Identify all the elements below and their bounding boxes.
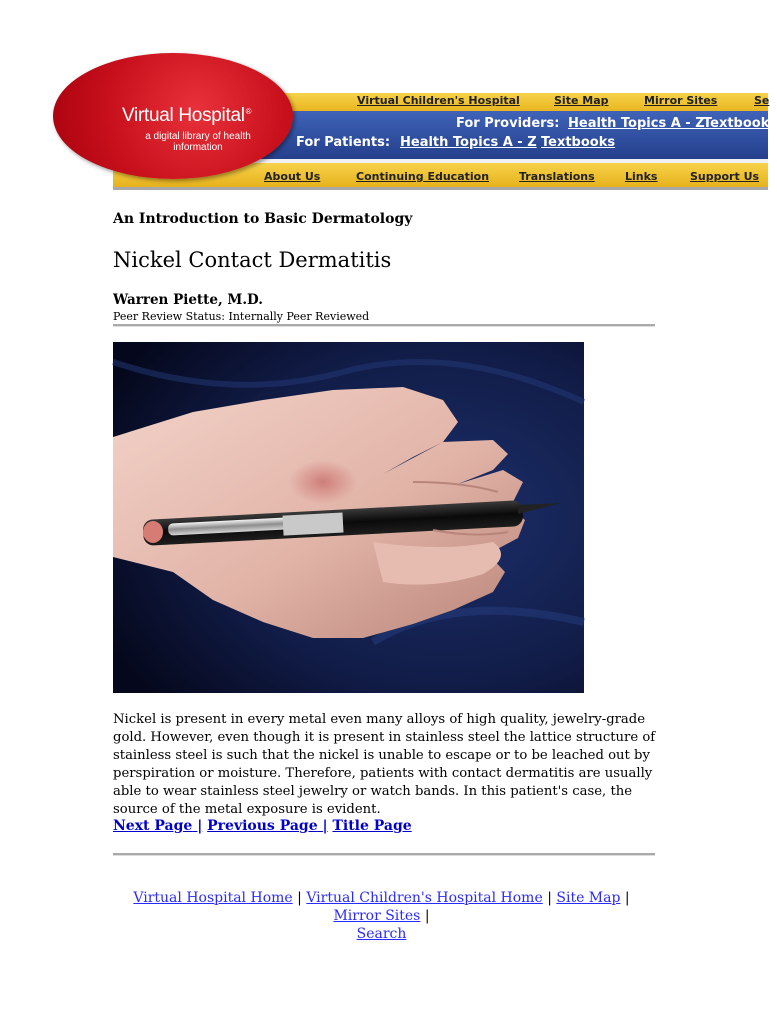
footer-separator: | xyxy=(297,890,302,906)
next-page-link[interactable]: Next Page | xyxy=(113,818,203,834)
patients-label: For Patients: xyxy=(296,135,391,150)
logo-title: Virtual Hospital® xyxy=(122,105,252,126)
article-body: Nickel is present in every metal even many alloys of high quality, jewelry-grade gold. However, even though it is present in stainless steel the lattice structure of stainless steel is such that the nickel is unable to escape or to be leached out by perspiration or moisture. Therefore, patients with contact dermatitis are usually able to wear stainless steel jewelry or watch bands. In this patient's case, the source of the metal exposure is evident. xyxy=(113,712,656,817)
footer-search-link[interactable]: Search xyxy=(356,926,407,942)
footer-separator: | xyxy=(547,890,552,906)
header-divider xyxy=(113,324,655,327)
banner-shadow-line xyxy=(113,187,768,190)
footer-site-map-link[interactable]: Site Map xyxy=(556,890,621,906)
nav-search-truncated[interactable]: Se xyxy=(754,94,770,107)
author-name: Warren Piette, M.D. xyxy=(113,292,263,308)
pagination xyxy=(113,818,412,834)
nav-links[interactable]: Links xyxy=(625,170,658,183)
providers-label: For Providers: xyxy=(456,116,560,131)
nav-virtual-childrens-hospital[interactable]: Virtual Children's Hospital xyxy=(357,94,520,107)
footer-nav xyxy=(113,889,650,943)
nav-continuing-education[interactable]: Continuing Education xyxy=(356,170,490,183)
series-title: An Introduction to Basic Dermatology xyxy=(113,211,413,227)
page-title: Nickel Contact Dermatitis xyxy=(113,248,392,272)
providers-textbooks-link[interactable]: Textbooks xyxy=(703,116,777,131)
patients-textbooks-link[interactable]: Textbooks xyxy=(541,135,616,150)
previous-page-link[interactable]: Previous Page | xyxy=(207,818,328,834)
virtual-hospital-logo[interactable] xyxy=(53,53,293,179)
footer-divider xyxy=(113,853,655,856)
nav-translations[interactable]: Translations xyxy=(519,170,595,183)
footer-childrens-hospital-home-link[interactable]: Virtual Children's Hospital Home xyxy=(306,890,543,906)
title-page-link[interactable]: Title Page xyxy=(332,818,412,834)
peer-review-status: Peer Review Status: Internally Peer Reviewed xyxy=(113,310,370,323)
nav-support-us[interactable]: Support Us xyxy=(690,170,760,183)
nav-site-map[interactable]: Site Map xyxy=(554,94,609,107)
footer-virtual-hospital-home-link[interactable]: Virtual Hospital Home xyxy=(133,890,293,906)
logo-subtitle: a digital library of health information xyxy=(145,131,251,153)
nav-about-us[interactable]: About Us xyxy=(264,170,321,183)
patients-health-topics-link[interactable]: Health Topics A - Z xyxy=(400,135,537,150)
nav-mirror-sites[interactable]: Mirror Sites xyxy=(644,94,718,107)
clinical-photo-hand-with-pen xyxy=(113,342,584,693)
footer-separator: | xyxy=(424,908,430,924)
site-banner xyxy=(113,93,777,190)
footer-mirror-sites-link[interactable]: Mirror Sites xyxy=(333,908,421,924)
providers-health-topics-link[interactable]: Health Topics A - Z xyxy=(568,116,705,131)
footer-separator: | xyxy=(624,890,630,906)
